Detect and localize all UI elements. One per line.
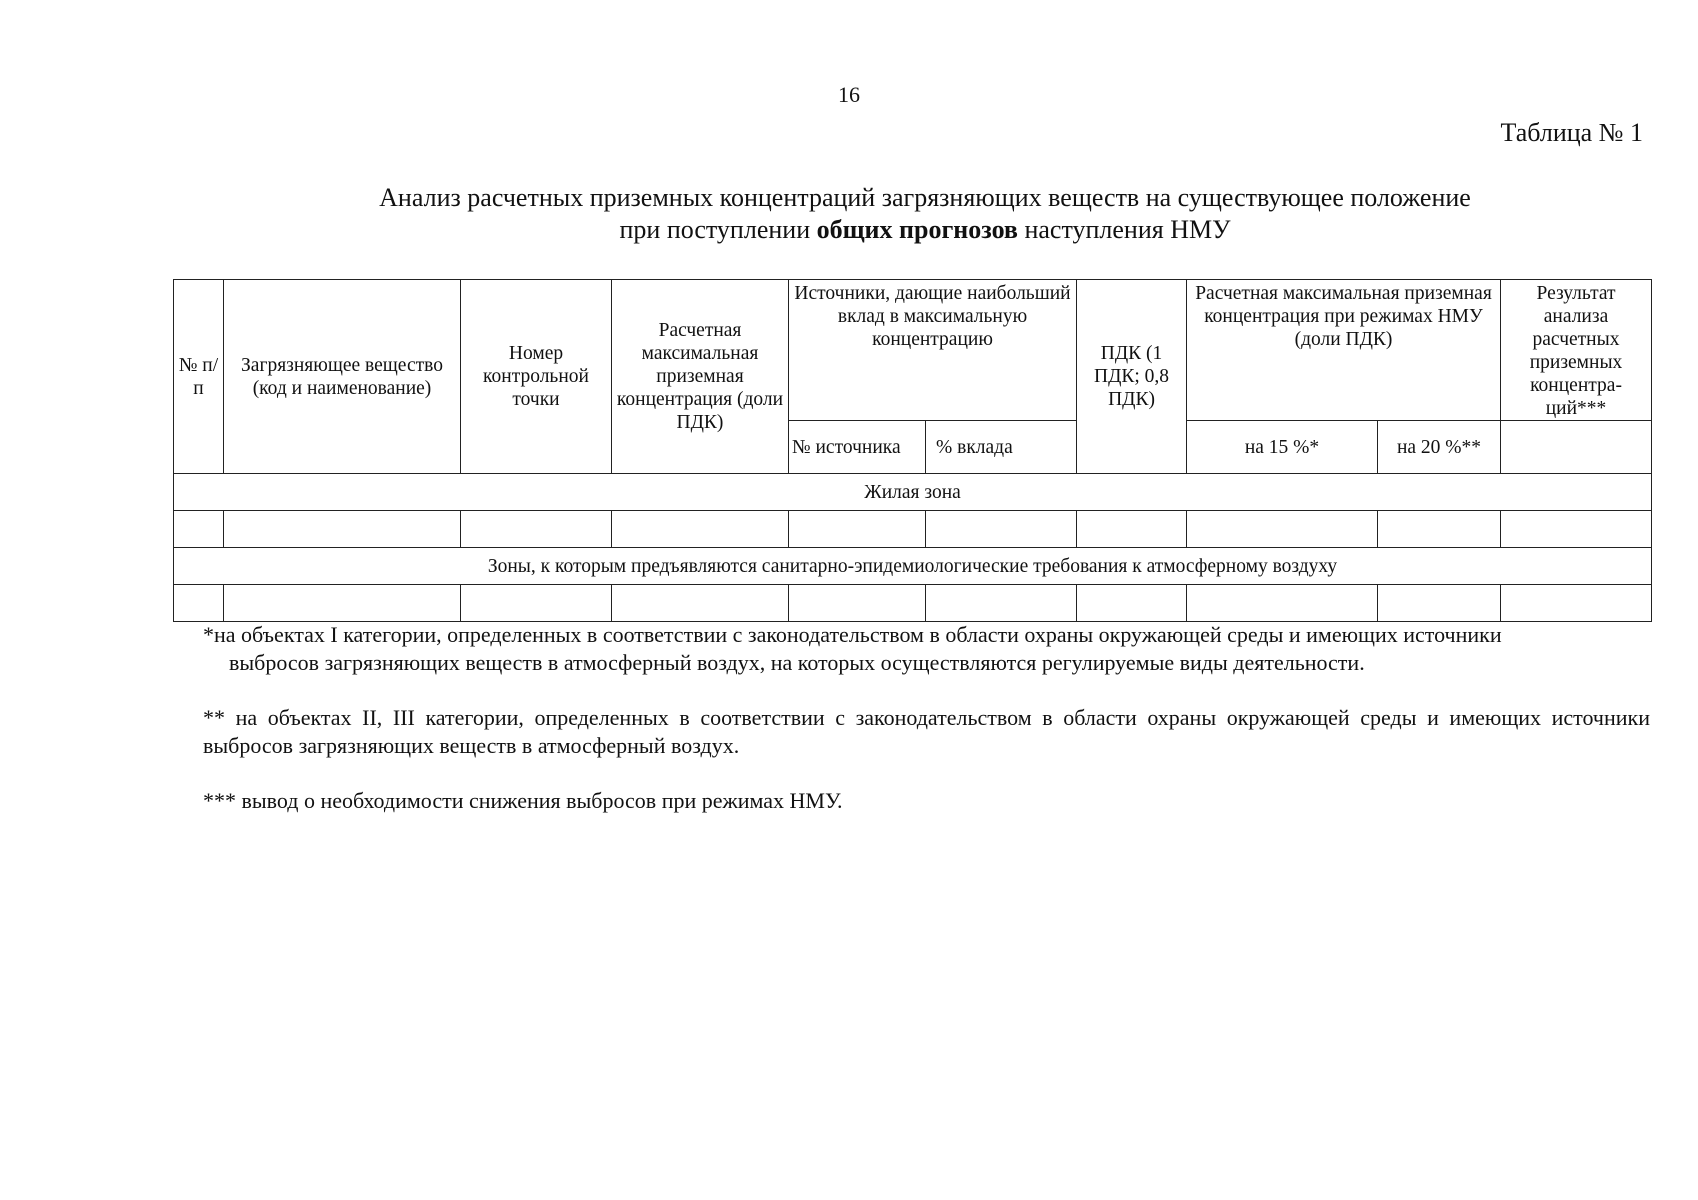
header-result-blank bbox=[1501, 421, 1652, 474]
table-label: Таблица № 1 bbox=[1500, 118, 1643, 147]
table-cell bbox=[224, 585, 461, 622]
footnotes bbox=[203, 621, 1650, 815]
table-cell bbox=[1077, 511, 1187, 548]
title-line-2-end: наступления НМУ bbox=[1017, 215, 1231, 244]
table-cell bbox=[612, 511, 789, 548]
table-cell bbox=[174, 585, 224, 622]
table-row bbox=[174, 585, 1652, 622]
table-cell bbox=[174, 511, 224, 548]
header-sources: Источники, дающие наибольший вклад в максимальную концентрацию bbox=[789, 280, 1077, 421]
table-cell bbox=[612, 585, 789, 622]
header-control-point: Номер контрольной точки bbox=[461, 280, 612, 474]
header-at-20: на 20 %** bbox=[1378, 421, 1501, 474]
table-cell bbox=[789, 585, 926, 622]
table-cell bbox=[461, 585, 612, 622]
header-pdk: ПДК (1 ПДК; 0,8 ПДК) bbox=[1077, 280, 1187, 474]
section-sanitary-zones: Зоны, к которым предъявляются санитарно-эпидемиологические требования к атмосферному воздуху bbox=[174, 548, 1652, 585]
page-number: 16 bbox=[838, 82, 860, 107]
title-line-1: Анализ расчетных приземных концентраций загрязняющих веществ на существующее положение bbox=[379, 183, 1471, 212]
header-at-15: на 15 %* bbox=[1187, 421, 1378, 474]
title-line-2 bbox=[300, 214, 1550, 246]
header-source-num: № источника bbox=[789, 421, 926, 474]
header-num: № п/ п bbox=[174, 280, 224, 474]
table-cell bbox=[926, 585, 1077, 622]
section-residential-zone: Жилая зона bbox=[174, 474, 1652, 511]
document-title bbox=[300, 182, 1550, 246]
table-cell bbox=[1501, 585, 1652, 622]
table-cell bbox=[1187, 585, 1378, 622]
header-nmu-calc: Расчетная максимальная приземная концентрация при режимах НМУ (доли ПДК) bbox=[1187, 280, 1501, 421]
header-calc-max: Расчетная максимальная приземная концентрация (доли ПДК) bbox=[612, 280, 789, 474]
table-row bbox=[174, 511, 1652, 548]
table-cell bbox=[461, 511, 612, 548]
table-cell bbox=[1378, 585, 1501, 622]
header-contribution: % вклада bbox=[926, 421, 1077, 474]
footnote-1-line-2: выбросов загрязняющих веществ в атмосферный воздух, на которых осуществляются регулируемые виды деятельности. bbox=[229, 650, 1365, 675]
header-result: Результат анализа расчетных приземных концентра-ций*** bbox=[1501, 280, 1652, 421]
footnote-2: ** на объектах II, III категории, определенных в соответствии с законодательством в области охраны окружающей среды и имеющих источники выбросов загрязняющих веществ в атмосферный воздух. bbox=[203, 705, 1650, 758]
footnote-3: *** вывод о необходимости снижения выбросов при режимах НМУ. bbox=[203, 788, 843, 813]
table-cell bbox=[1187, 511, 1378, 548]
table-cell bbox=[1077, 585, 1187, 622]
table-cell bbox=[1378, 511, 1501, 548]
table-cell bbox=[1501, 511, 1652, 548]
table-cell bbox=[224, 511, 461, 548]
table-cell bbox=[789, 511, 926, 548]
title-line-2-start: при поступлении bbox=[619, 215, 817, 244]
footnote-1-line-1: *на объектах I категории, определенных в соответствии с законодательством в области охраны окружающей среды и имеющих источники bbox=[203, 622, 1502, 647]
title-line-2-bold: общих прогнозов bbox=[816, 215, 1018, 244]
header-substance: Загрязняющее вещество (код и наименование) bbox=[224, 280, 461, 474]
analysis-table bbox=[173, 279, 1652, 622]
table-cell bbox=[926, 511, 1077, 548]
